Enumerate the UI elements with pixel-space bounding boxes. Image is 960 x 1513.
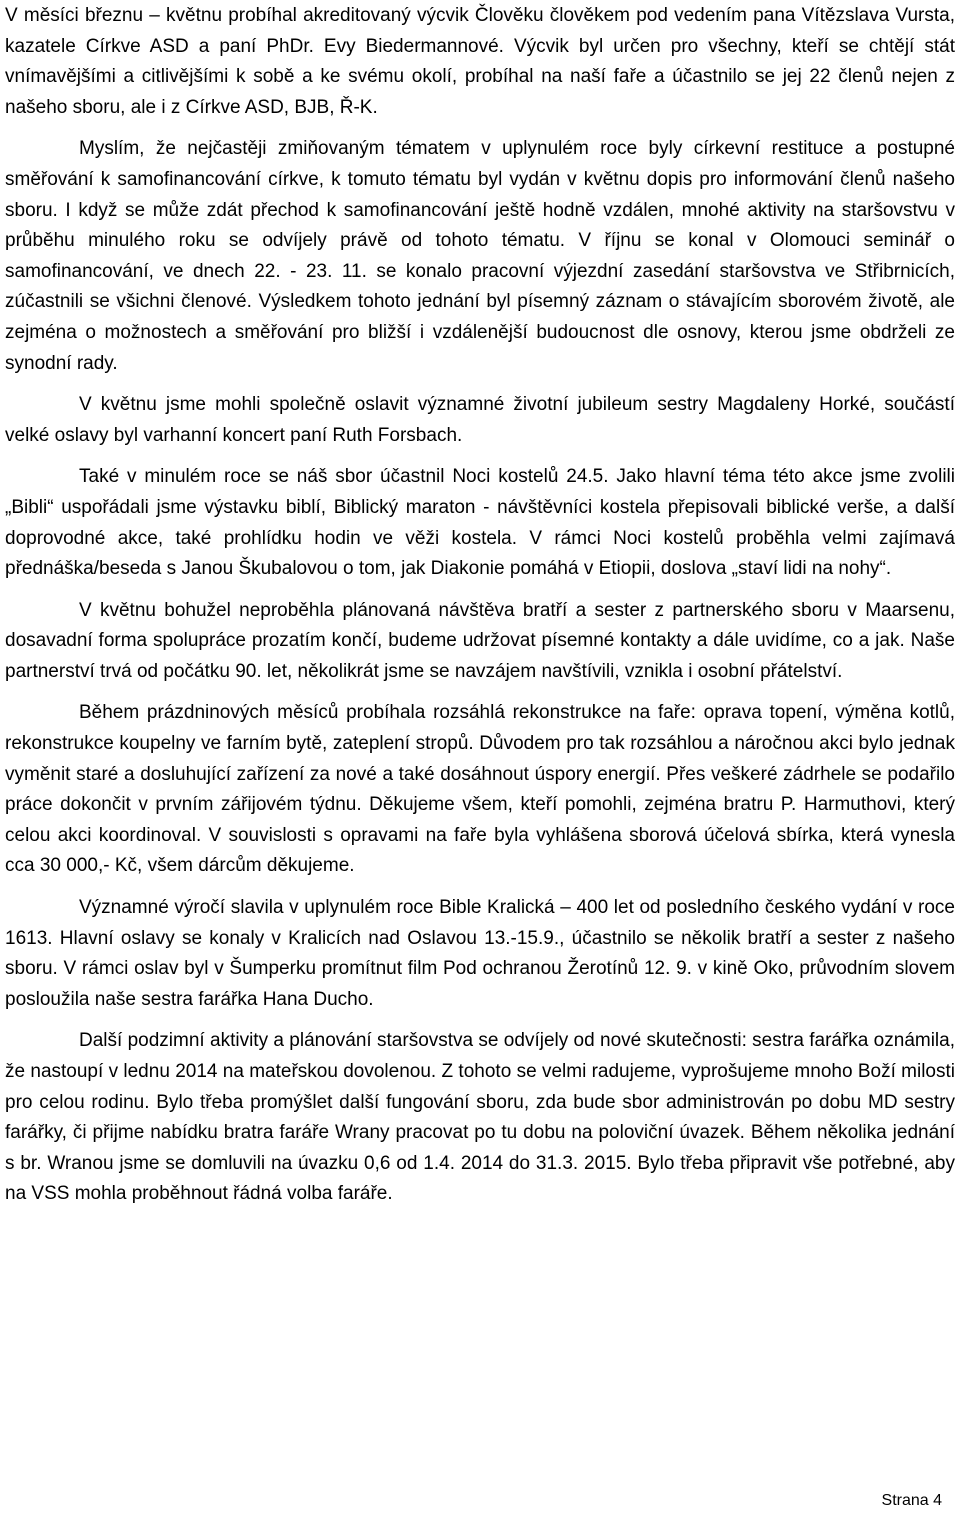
paragraph-restitution: Myslím, že nejčastěji zmiňovaným tématem v uplynulém roce byly církevní restituce a postupné směřování k samofinancování církve, k tomuto tématu byl vydán v květnu dopis pro informování členů našeho sboru. I když se může zdát přechod k samofinancování ještě hodně vzdálen, mnohé aktivity na staršovstvu v průběhu minulého roku se odvíjely právě od tohoto tématu. V říjnu se konal v Olomouci seminář o samofinancování, ve dnech 22. - 23. 11. se konalo pracovní výjezdní zasedání staršovstva ve Střibrnicích, zúčastnili se všichni členové. Výsledkem tohoto jednání byl písemný záznam o stávajícím sborovém životě, ale zejména o možnostech a směřování pro bližší i vzdálenější budoucnost dle osnovy, kterou jsme obdrželi ze synodní rady. (5, 138, 955, 374)
paragraph-kralice-bible: Významné výročí slavila v uplynulém roce Bible Kralická – 400 let od posledního českého vydání v roce 1613. Hlavní oslavy se konaly v Kralicích nad Oslavou 13.-15.9., účastnilo se několik bratří a sester z našeho sboru. V rámci oslav byl v Šumperku promítnut film Pod ochranou Žerotínů 12. 9. v kině Oko, průvodním slovem posloužila naše sestra farářka Hana Ducho. (5, 897, 955, 1010)
paragraph-autumn-activities: Další podzimní aktivity a plánování staršovstva se odvíjely od nové skutečnosti: sestra farářka oznámila, že nastoupí v lednu 2014 na mateřskou dovolenou. Z tohoto se velmi radujeme, vyprošujeme mnoho Boží milosti pro celou rodinu. Bylo třeba promýšlet další fungování sboru, zda bude sbor administrován po dobu MD sestry farářky, či přijme nabídku bratra faráře Wrany pracovat po tu dobu na poloviční úvazek. Během několika jednání s br. Wranou jsme se domluvili na úvazku 0,6 od 1.4. 2014 do 31.3. 2015. Bylo třeba připravit vše potřebné, aby na VSS mohla proběhnout řádná volba faráře. (5, 1030, 955, 1205)
page-number: Strana 4 (881, 1492, 942, 1509)
paragraph-night-of-churches: Také v minulém roce se náš sbor účastnil Noci kostelů 24.5. Jako hlavní téma této akce jsme zvolili „Bibli“ uspořádali jsme výstavku biblí, Biblický maraton - návštěvníci kostela přepisovali biblické verše, a další doprovodné akce, také prohlídku hodin ve věži kostela. V rámci Noci kostelů proběhla velmi zajímavá přednáška/beseda s Janou Škubalovou o tom, jak Diakonie pomáhá v Etiopii, doslova „staví lidi na nohy“. (5, 466, 955, 580)
paragraph-jubilee: V květnu jsme mohli společně oslavit významné životní jubileum sestry Magdaleny Horké, součástí velké oslavy byl varhanní koncert paní Ruth Forsbach. (5, 394, 955, 446)
document-page (5, 0, 955, 1210)
paragraph-reconstruction: Během prázdninových měsíců probíhala rozsáhlá rekonstrukce na faře: oprava topení, výměna kotlů, rekonstrukce koupelny ve farním bytě, zateplení stropů. Důvodem pro tak rozsáhlou a náročnou akci bylo jednak vyměnit staré a dosluhující zařízení za nové a také dosáhnout úspory energií. Přes veškeré zádrhele se podařilo práce dokončit v prvním zářijovém týdnu. Děkujeme všem, kteří pomohli, zejména bratru P. Harmuthovi, který celou akci koordinoval. V souvislosti s opravami na faře byla vyhlášena sborová účelová sbírka, která vynesla cca 30 000,- Kč, všem dárcům děkujeme. (5, 702, 955, 877)
paragraph-training: V měsíci březnu – květnu probíhal akreditovaný výcvik Člověku člověkem pod vedením pana Vítězslava Vursta, kazatele Církve ASD a paní PhDr. Evy Biedermannové. Výcvik byl určen pro všechny, kteří se chtějí stát vnímavějšími a citlivějšími k sobě a ke svému okolí, probíhal na naší faře a účastnilo se jej 22 členů nejen z našeho sboru, ale i z Církve ASD, BJB, Ř-K. (5, 5, 955, 118)
paragraph-partnership: V květnu bohužel neproběhla plánovaná návštěva bratří a sester z partnerského sboru v Maarsenu, dosavadní forma spolupráce prozatím končí, budeme udržovat písemné kontakty a dále uvidíme, co a jak. Naše partnerství trvá od počátku 90. let, několikrát jsme se navzájem navštívili, vznikla i osobní přátelství. (5, 599, 955, 682)
